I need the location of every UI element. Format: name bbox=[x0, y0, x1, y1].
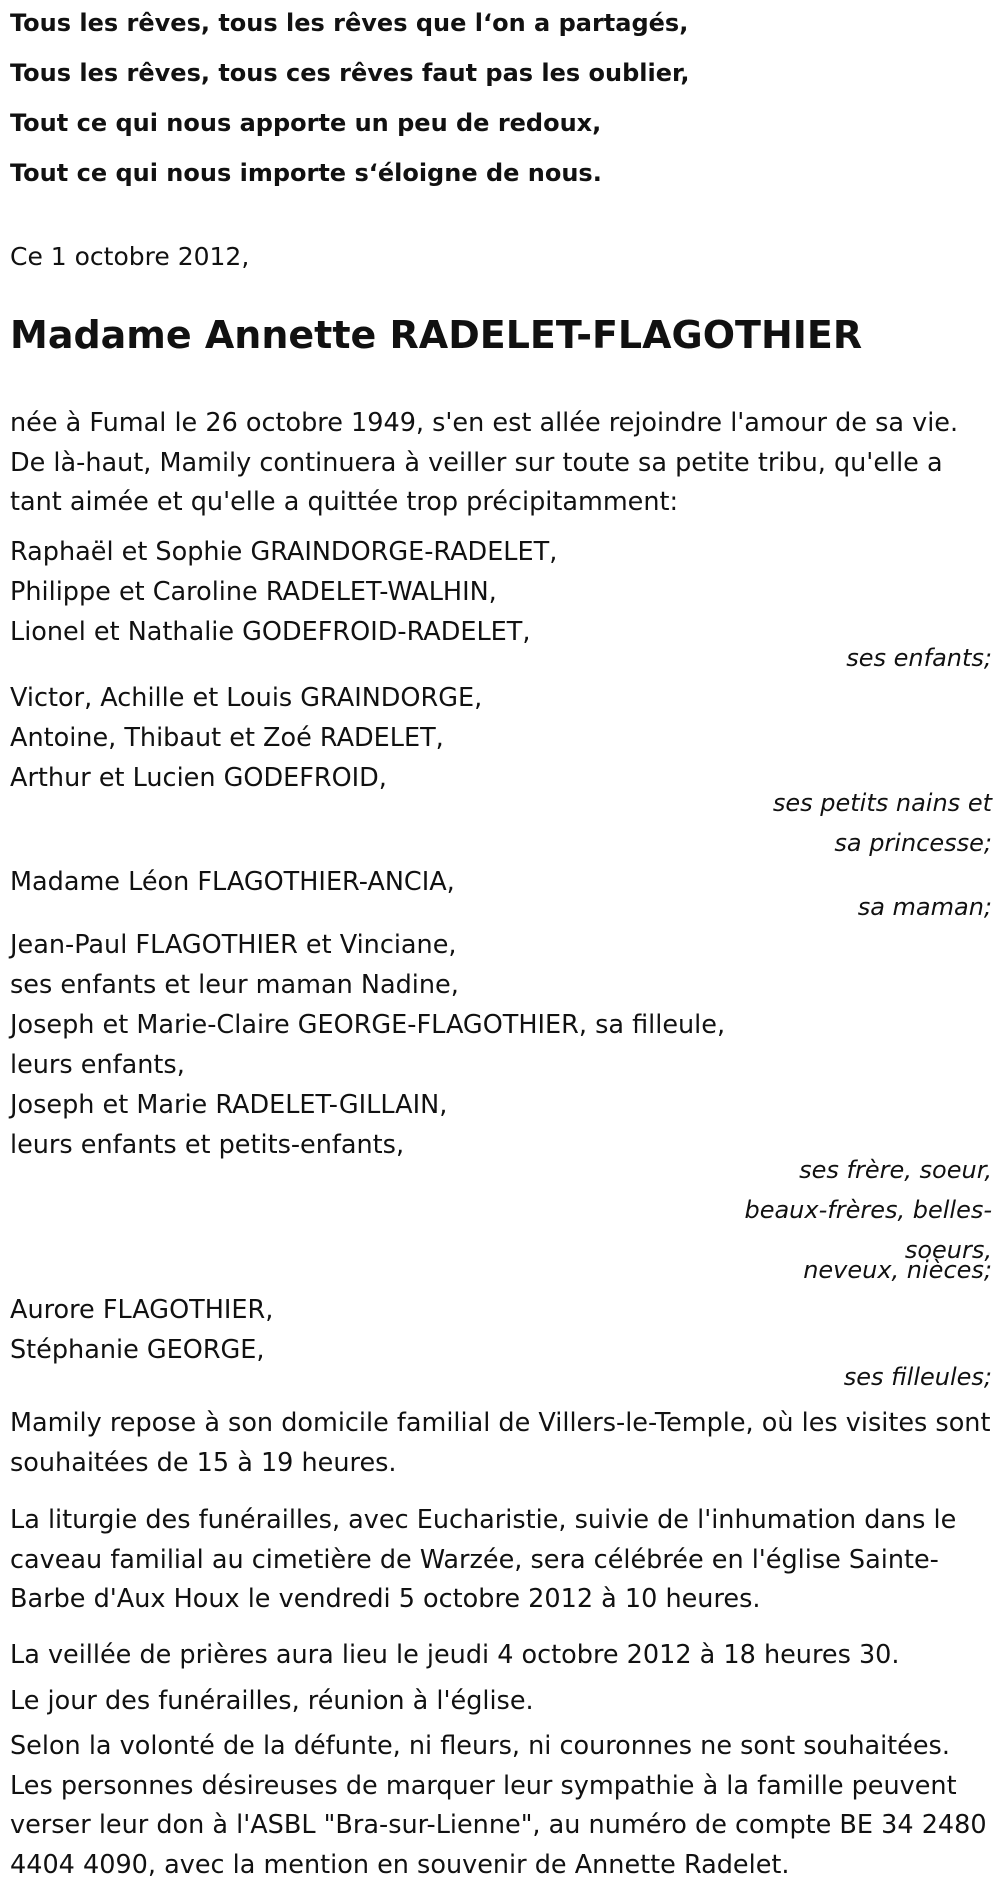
deceased-name: Madame Annette RADELET-FLAGOTHIER bbox=[10, 313, 863, 357]
family-member: Madame Léon FLAGOTHIER-ANCIA, bbox=[10, 867, 455, 897]
poem-line: Tous les rêves, tous les rêves que l‘on a partagés, bbox=[10, 9, 689, 37]
relation-label: ses enfants; bbox=[846, 644, 992, 672]
family-member: Raphaël et Sophie GRAINDORGE-RADELET, bbox=[10, 537, 558, 567]
vigil-paragraph: La veillée de prières aura lieu le jeudi 4 octobre 2012 à 18 heures 30. bbox=[10, 1640, 900, 1670]
family-member: ses enfants et leur maman Nadine, bbox=[10, 970, 459, 1000]
date-line: Ce 1 octobre 2012, bbox=[10, 242, 250, 271]
family-member: Antoine, Thibaut et Zoé RADELET, bbox=[10, 723, 444, 753]
intro-paragraph: née à Fumal le 26 octobre 1949, s'en est allée rejoindre l'amour de sa vie. De là-haut, Mamily continuera à veiller sur toute sa petite tribu, qu'elle a tant aimée et qu'elle a quittée trop précipitamment: bbox=[10, 408, 959, 517]
relation-label: beaux-frères, belles- bbox=[744, 1196, 992, 1224]
family-member: Lionel et Nathalie GODEFROID-RADELET, bbox=[10, 617, 531, 647]
family-member: leurs enfants, bbox=[10, 1050, 185, 1080]
donation-paragraph: Selon la volonté de la défunte, ni fleurs, ni couronnes ne sont souhaitées. Les personnes désireuses de marquer leur sympathie à la famille peuvent verser leur don à l'ASBL "Bra-sur-Lienne", au numéro de compte BE 34 2480 4404 4090, avec la mention en souvenir de Annette Radelet. bbox=[10, 1731, 987, 1880]
funeral-paragraph: La liturgie des funérailles, avec Eucharistie, suivie de l'inhumation dans le caveau familial au cimetière de Warzée, sera célébrée en l'église Sainte-Barbe d'Aux Houx le vendredi 5 octobre 2012 à 10 heures. bbox=[10, 1505, 957, 1614]
relation-label: ses frère, soeur, bbox=[799, 1156, 992, 1184]
relation-label: sa princesse; bbox=[834, 829, 992, 857]
visit-paragraph: Mamily repose à son domicile familial de Villers-le-Temple, où les visites sont souhaitées de 15 à 19 heures. bbox=[10, 1408, 991, 1478]
relation-label: neveux, nièces; bbox=[803, 1256, 992, 1284]
relation-label: soeurs, bbox=[904, 1236, 992, 1264]
family-member: Stéphanie GEORGE, bbox=[10, 1335, 265, 1365]
poem-line: Tout ce qui nous apporte un peu de redoux, bbox=[10, 109, 602, 137]
poem-line: Tout ce qui nous importe s‘éloigne de nous. bbox=[10, 159, 602, 187]
relation-label: sa maman; bbox=[857, 893, 992, 921]
family-member: Joseph et Marie-Claire GEORGE-FLAGOTHIER, sa filleule, bbox=[10, 1010, 726, 1040]
family-member: Philippe et Caroline RADELET-WALHIN, bbox=[10, 577, 497, 607]
meeting-paragraph: Le jour des funérailles, réunion à l'église. bbox=[10, 1686, 534, 1716]
family-member: Arthur et Lucien GODEFROID, bbox=[10, 763, 387, 793]
family-member: Victor, Achille et Louis GRAINDORGE, bbox=[10, 683, 483, 713]
relation-label: ses petits nains et bbox=[772, 789, 992, 817]
poem-line: Tous les rêves, tous ces rêves faut pas les oublier, bbox=[10, 59, 690, 87]
family-member: Aurore FLAGOTHIER, bbox=[10, 1295, 274, 1325]
family-member: Jean-Paul FLAGOTHIER et Vinciane, bbox=[10, 930, 457, 960]
relation-label: ses filleules; bbox=[843, 1363, 992, 1391]
family-member: leurs enfants et petits-enfants, bbox=[10, 1130, 405, 1160]
family-member: Joseph et Marie RADELET-GILLAIN, bbox=[10, 1090, 448, 1120]
